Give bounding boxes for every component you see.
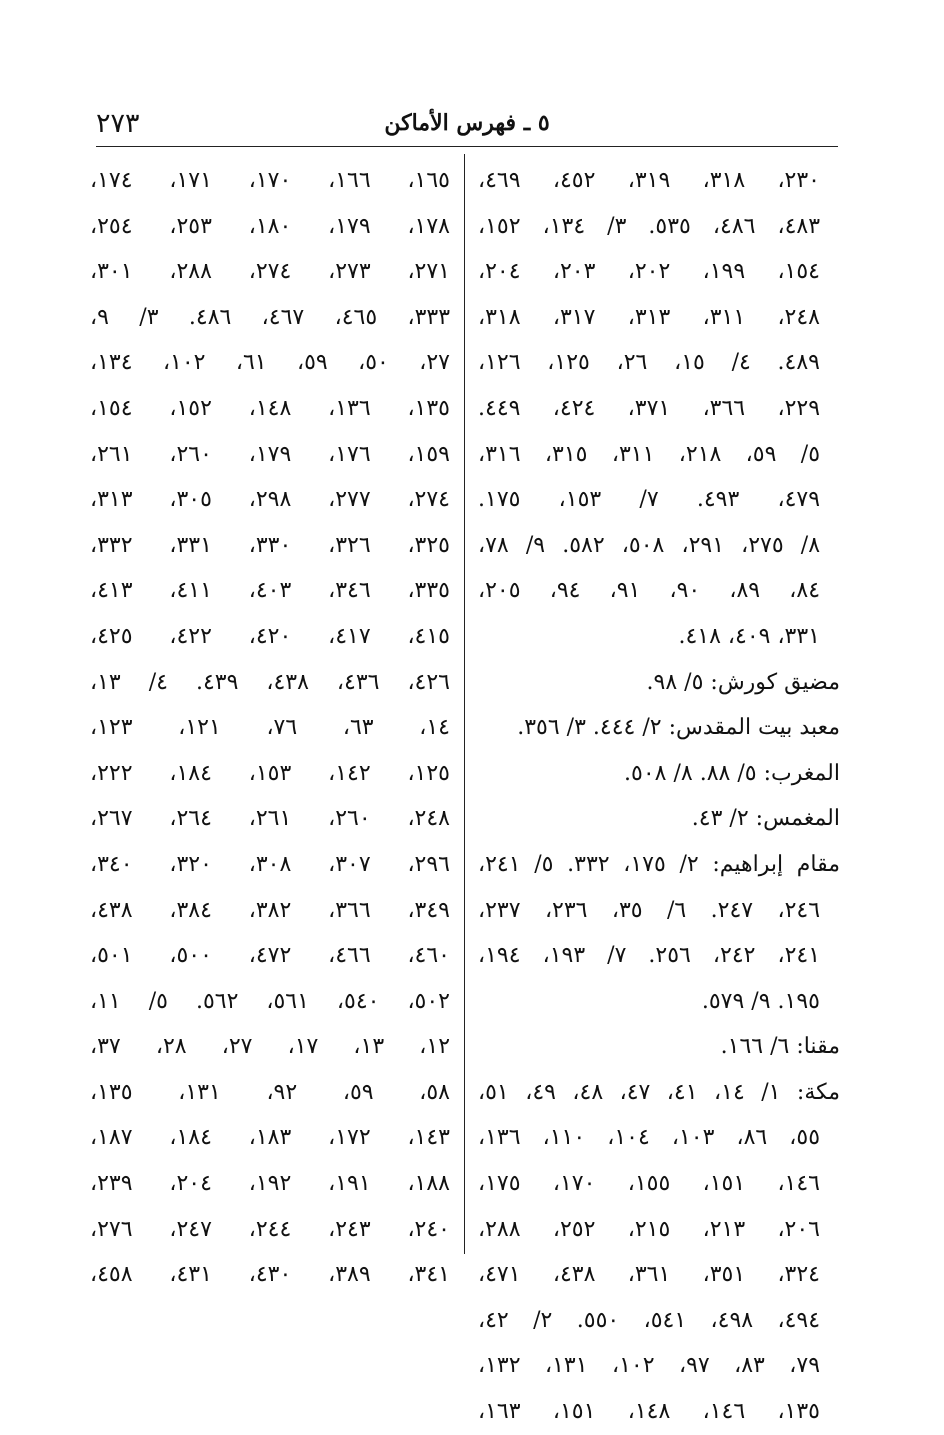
index-line: ١٣٥، ١٤٦، ١٤٨، ١٥١، ١٦٣، [478, 1399, 820, 1425]
index-line: مقنا: ٦/ ١٦٦. [720, 1034, 840, 1060]
index-line: ٥/ ٥٩، ٢١٨، ٣١١، ٣١٥، ٣١٦، [478, 441, 821, 467]
index-line: ٢٤١، ٢٤٢، ٢٥٦. ٧/ ١٩٣، ١٩٤، [478, 943, 821, 969]
index-line: ٥٥، ٨٦، ١٠٣، ١٠٤، ١١٠، ١٣٦، [478, 1125, 821, 1151]
index-line: ٢٢٩، ٣٦٦، ٣٧١، ٤٢٤، ٤٤٩. [478, 395, 821, 421]
index-line: ٣٣٣، ٤٦٥، ٤٦٧، ٤٨٦. ٣/ ٩، [90, 304, 450, 330]
index-line: ٤٨٣، ٤٨٦، ٥٣٥. ٣/ ١٣٤، ١٥٢، [478, 213, 821, 239]
index-line: ٥٠٢، ٥٤٠، ٥٦١، ٥٦٢. ٥/ ١١، [90, 988, 450, 1014]
index-line: ٣٣٥، ٣٤٦، ٤٠٣، ٤١١، ٤١٣، [90, 578, 450, 604]
index-line: ٣٢٤، ٣٥١، ٣٦١، ٤٣٨، ٤٧١، [478, 1262, 820, 1288]
index-line: مكة: ١/ ١٤، ٤١، ٤٧، ٤٨، ٤٩، ٥١، [478, 1079, 840, 1105]
index-line: ٢٩٦، ٣٠٧، ٣٠٨، ٣٢٠، ٣٤٠، [90, 851, 450, 877]
index-line: ٢٧٤، ٢٧٧، ٢٩٨، ٣٠٥، ٣١٣، [90, 487, 450, 513]
index-line: ٣٢٥، ٣٢٦، ٣٣٠، ٣٣١، ٣٣٢، [90, 532, 450, 558]
index-line: ٢٠٦، ٢١٣، ٢١٥، ٢٥٢، ٢٨٨، [478, 1216, 820, 1242]
index-line: مقام إبراهيم: ٢/ ١٧٥، ٣٣٢. ٥/ ٢٤١، [478, 851, 840, 877]
index-line: ٤٦٠، ٤٦٦، ٤٧٢، ٥٠٠، ٥٠١، [90, 943, 450, 969]
index-line: ١٢، ١٣، ١٧، ٢٧، ٢٨، ٣٧، [90, 1034, 450, 1060]
index-line: ٤٢٦، ٤٣٦، ٤٣٨، ٤٣٩. ٤/ ١٣، [90, 669, 450, 695]
column-divider [464, 154, 465, 1254]
index-line: ٤٨٩. ٤/ ١٥، ٢٦، ١٢٥، ١٢٦، [478, 350, 820, 376]
index-line: ١٦٥، ١٦٦، ١٧٠، ١٧١، ١٧٤، [90, 168, 450, 193]
index-line: ١٤٣، ١٧٢، ١٨٣، ١٨٤، ١٨٧، [90, 1125, 450, 1151]
index-line: ٢٧١، ٢٧٣، ٢٧٤، ٢٨٨، ٣٠١، [90, 259, 450, 285]
index-column-right [478, 158, 840, 1435]
index-line: ٢٤٨، ٣١١، ٣١٣، ٣١٧، ٣١٨، [478, 304, 820, 330]
index-line: ٣٣١، ٤٠٩، ٤١٨. [678, 623, 820, 649]
index-line: مضيق كورش: ٥/ ٩٨. [646, 669, 840, 695]
section-title: ٥ ـ فهرس الأماكن [384, 110, 550, 136]
index-line: ٨٤، ٨٩، ٩٠، ٩١، ٩٤، ٢٠٥، [478, 578, 821, 604]
index-column-left [90, 158, 450, 1298]
index-line: ١٥٩، ١٧٦، ١٧٩، ٢٦٠، ٢٦١، [90, 441, 450, 467]
index-line: ١٣٥، ١٣٦، ١٤٨، ١٥٢، ١٥٤، [90, 395, 450, 421]
index-line: ١٧٨، ١٧٩، ١٨٠، ٢٥٣، ٢٥٤، [90, 213, 450, 239]
index-line: ٢٤٨، ٢٦٠، ٢٦١، ٢٦٤، ٢٦٧، [90, 806, 450, 832]
index-line: ١٤، ٦٣، ٧٦، ١٢١، ١٢٣، [90, 715, 450, 741]
index-line: ٢٤٦، ٢٤٧. ٦/ ٣٥، ٢٣٦، ٢٣٧، [478, 897, 821, 923]
index-line: ٣٤٩، ٣٦٦، ٣٨٢، ٣٨٤، ٤٣٨، [90, 897, 450, 923]
index-line: ٧٩، ٨٣، ٩٧، ١٠٢، ١٣١، ١٣٢، [478, 1353, 821, 1379]
index-line: ١٤٦، ١٥١، ١٥٥، ١٧٠، ١٧٥، [478, 1171, 820, 1197]
index-line: معبد بيت المقدس: ٢/ ٤٤٤. ٣/ ٣٥٦. [517, 715, 840, 741]
index-line: ١٢٥، ١٤٢، ١٥٣، ١٨٤، ٢٢٢، [90, 760, 450, 786]
index-line: المغمس: ٢/ ٤٣. [691, 806, 840, 832]
index-line: ٥٨، ٥٩، ٩٢، ١٣١، ١٣٥، [90, 1079, 450, 1105]
index-line: ١٨٨، ١٩١، ١٩٢، ٢٠٤، ٢٣٩، [90, 1171, 450, 1197]
index-line: ٣٤١، ٣٨٩، ٤٣٠، ٤٣١، ٤٥٨، [90, 1262, 450, 1288]
page-header [96, 104, 838, 144]
index-line: ١٩٥. ٩/ ٥٧٩. [701, 988, 820, 1014]
index-line: ٢٤٠، ٢٤٣، ٢٤٤، ٢٤٧، ٢٧٦، [90, 1216, 450, 1242]
index-line: ٢٣٠، ٣١٨، ٣١٩، ٤٥٢، ٤٦٩، [478, 168, 820, 193]
index-line: ٨/ ٢٧٥، ٢٩١، ٥٠٨، ٥٨٢. ٩/ ٧٨، [478, 532, 821, 558]
index-line: ٤٧٩، ٤٩٣. ٧/ ١٥٣، ١٧٥. [478, 487, 821, 513]
index-line: ٤٩٤، ٤٩٨، ٥٤١، ٥٥٠. ٢/ ٤٢، [478, 1307, 821, 1333]
index-line: ١٥٤، ١٩٩، ٢٠٢، ٢٠٣، ٢٠٤، [478, 259, 820, 285]
header-rule [96, 146, 838, 147]
index-line: ٢٧، ٥٠، ٥٩، ٦١، ١٠٢، ١٣٤، [90, 350, 450, 376]
index-line: المغرب: ٥/ ٨٨. ٨/ ٥٠٨. [624, 760, 840, 786]
page-number: ٢٧٣ [96, 108, 140, 139]
index-line: ٤١٥، ٤١٧، ٤٢٠، ٤٢٢، ٤٢٥، [90, 623, 450, 649]
